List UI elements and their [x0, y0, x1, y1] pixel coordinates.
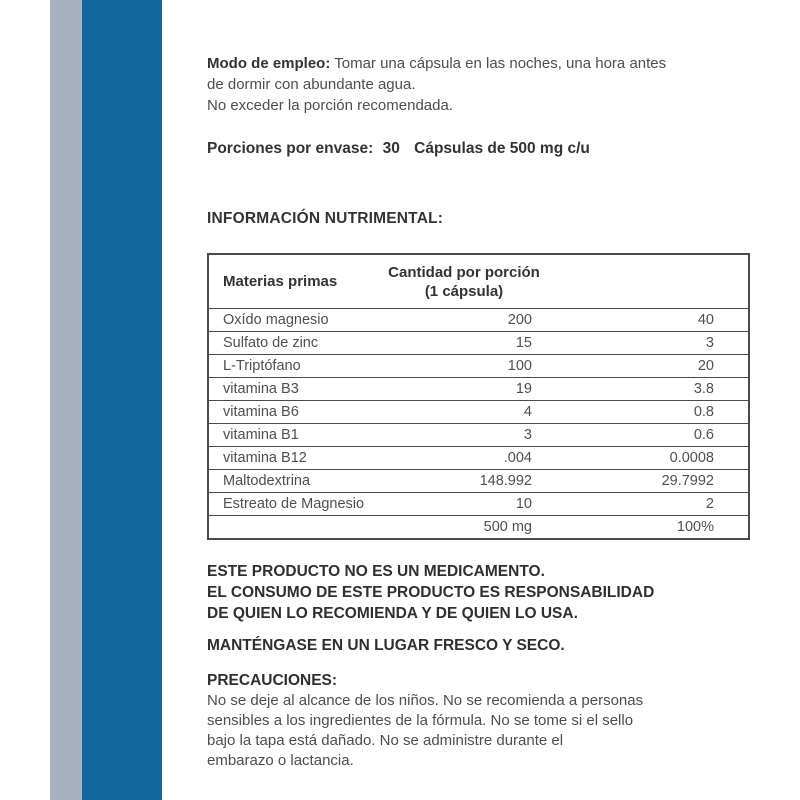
usage-line-1	[207, 53, 687, 74]
nutrition-table	[207, 253, 750, 540]
column-header-cantidad	[349, 263, 579, 301]
cell-ingredient: vitamina B1	[223, 427, 299, 443]
table-row	[209, 309, 748, 332]
precautions-section	[207, 671, 707, 771]
table-row	[209, 493, 748, 516]
nutrition-heading: INFORMACIÓN NUTRIMENTAL:	[207, 210, 444, 227]
precautions-line: sensibles a los ingredientes de la fórmula. No se tome si el sello	[207, 712, 634, 729]
usage-text-1: Tomar una cápsula en las noches, una hora antes	[334, 55, 667, 72]
usage-instructions	[207, 53, 687, 116]
cell-percent: 29.7992	[661, 473, 714, 489]
cell-ingredient: vitamina B6	[223, 404, 299, 420]
cell-amount: 4	[523, 404, 532, 420]
servings-label: Porciones por envase:	[207, 140, 374, 157]
cell-percent: 100%	[676, 519, 714, 535]
table-row	[209, 378, 748, 401]
cell-ingredient: Maltodextrina	[223, 473, 311, 489]
disclaimer	[207, 561, 654, 624]
table-row	[209, 516, 748, 538]
cell-amount: 500 mg	[483, 519, 532, 535]
cell-ingredient: vitamina B3	[223, 381, 299, 397]
cell-percent: 0.8	[693, 404, 714, 420]
table-header-row	[209, 255, 748, 309]
table-body	[209, 309, 748, 538]
table-row	[209, 470, 748, 493]
servings-detail: Cápsulas de 500 mg c/u	[414, 140, 590, 157]
cell-percent: 2	[705, 496, 714, 512]
cell-amount: 19	[515, 381, 532, 397]
table-row	[209, 447, 748, 470]
cell-amount: 100	[507, 358, 532, 374]
column-header-cantidad-line2: (1 cápsula)	[424, 282, 504, 300]
cell-ingredient: Estreato de Magnesio	[223, 496, 365, 512]
precautions-line: No se deje al alcance de los niños. No se recomienda a personas	[207, 692, 644, 709]
cell-ingredient: Sulfato de zinc	[223, 335, 319, 351]
storage-instruction: MANTÉNGASE EN UN LUGAR FRESCO Y SECO.	[207, 637, 565, 654]
cell-amount: 10	[515, 496, 532, 512]
cell-percent: 3.8	[693, 381, 714, 397]
column-header-cantidad-line1: Cantidad por porción	[388, 263, 540, 281]
table-row	[209, 401, 748, 424]
cell-amount: 200	[507, 312, 532, 328]
left-gray-bar	[50, 0, 82, 800]
cell-percent: 0.6	[693, 427, 714, 443]
precautions-line: embarazo o lactancia.	[207, 752, 354, 769]
usage-label: Modo de empleo:	[207, 55, 331, 72]
servings-line	[207, 140, 590, 158]
cell-ingredient: vitamina B12	[223, 450, 307, 466]
cell-amount: .004	[503, 450, 532, 466]
table-row	[209, 332, 748, 355]
disclaimer-line: ESTE PRODUCTO NO ES UN MEDICAMENTO.	[207, 563, 545, 580]
precautions-heading: PRECAUCIONES:	[207, 672, 338, 689]
cell-amount: 3	[523, 427, 532, 443]
servings-value: 30	[382, 140, 400, 157]
cell-amount: 148.992	[479, 473, 532, 489]
precautions-line: bajo la tapa está dañado. No se administre durante el	[207, 732, 564, 749]
disclaimer-line: DE QUIEN LO RECOMIENDA Y DE QUIEN LO USA.	[207, 605, 578, 622]
column-header-materias: Materias primas	[223, 273, 338, 290]
cell-percent: 0.0008	[669, 450, 714, 466]
disclaimer-line: EL CONSUMO DE ESTE PRODUCTO ES RESPONSABILIDAD	[207, 584, 655, 601]
cell-ingredient: L-Triptófano	[223, 358, 301, 374]
left-blue-bar	[82, 0, 162, 800]
table-row	[209, 355, 748, 378]
table-row	[209, 424, 748, 447]
cell-percent: 20	[697, 358, 714, 374]
cell-percent: 3	[705, 335, 714, 351]
usage-line-2: de dormir con abundante agua.	[207, 76, 416, 93]
cell-ingredient: Oxído magnesio	[223, 312, 329, 328]
usage-line-3: No exceder la porción recomendada.	[207, 97, 453, 114]
precautions-text	[207, 691, 707, 771]
cell-amount: 15	[515, 335, 532, 351]
cell-percent: 40	[697, 312, 714, 328]
